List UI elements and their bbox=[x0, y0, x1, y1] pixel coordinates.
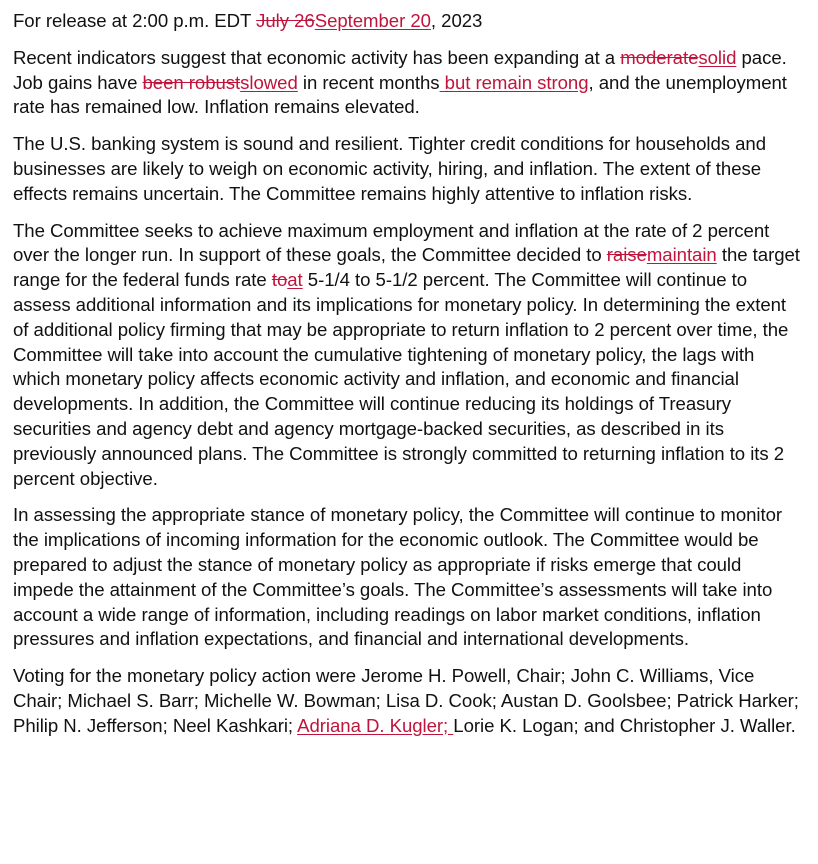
paragraph-economic-activity bbox=[13, 46, 805, 120]
inserted-text: slowed bbox=[240, 71, 298, 93]
inserted-date: September 20 bbox=[314, 10, 431, 31]
inserted-text: at bbox=[287, 269, 303, 291]
inserted-text: Adriana D. Kugler; bbox=[297, 714, 454, 736]
release-suffix: , 2023 bbox=[430, 10, 483, 31]
paragraph-banking-system: The U.S. banking system is sound and resilient. Tighter credit conditions for households and businesses are likely to weigh on economic activity, hiring, and inflation. The extent of these effects remains uncertain. The Committee remains highly attentive to inflation risks. bbox=[13, 133, 766, 204]
inserted-text: solid bbox=[698, 46, 737, 68]
text-run: The Committee seeks to achieve maximum employment and inflation at the rate of 2 percent over the longer run. In support of these goals, the Committee decided to bbox=[13, 219, 770, 266]
text-run: Lorie K. Logan; and Christopher J. Waller. bbox=[453, 714, 796, 736]
text-run: in recent months bbox=[297, 71, 440, 93]
text-run: Job gains have bbox=[13, 71, 143, 93]
inserted-text: but remain strong bbox=[439, 71, 589, 93]
deleted-text: been robust bbox=[142, 71, 241, 93]
text-run: the target range for the federal funds rate bbox=[13, 244, 800, 291]
text-run: 5-1/4 to 5-1/2 percent. The Committee will continue to assess additional information and its implications for monetary policy. In determining the extent of additional policy firming that may be appropriate to return inflation to 2 percent over time, the Committee will take into account the cumulative tightening of monetary policy, the lags with which monetary policy affects economic activity and inflation, and economic and financial developments. In addition, the Committee will continue reducing its holdings of Treasury securities and agency debt and agency mortgage-backed securities, as described in its previously announced plans. The Committee is strongly committed to returning inflation to its 2 percent objective. bbox=[13, 269, 789, 489]
paragraph-policy-decision bbox=[13, 219, 805, 492]
release-line bbox=[13, 9, 805, 34]
text-run: , and the unemployment rate has remained low. Inflation remains elevated. bbox=[13, 71, 787, 118]
deleted-text: raise bbox=[606, 244, 647, 266]
deleted-text: moderate bbox=[620, 46, 699, 68]
deleted-text: to bbox=[271, 269, 288, 291]
paragraph-voting bbox=[13, 664, 805, 738]
inserted-text: maintain bbox=[646, 244, 717, 266]
paragraph-policy-stance: In assessing the appropriate stance of monetary policy, the Committee will continue to monitor the implications of incoming information for the economic outlook. The Committee would be prepared to adjust the stance of monetary policy as appropriate if risks emerge that could impede the attainment of the Committee’s goals. The Committee’s assessments will take into account a wide range of information, including readings on labor market conditions, inflation pressures and inflation expectations, and financial and international developments. bbox=[13, 504, 783, 650]
deleted-date: July 26 bbox=[256, 10, 315, 31]
release-prefix: For release at 2:00 p.m. EDT bbox=[13, 10, 257, 31]
text-run: pace. bbox=[736, 46, 787, 68]
text-run: Voting for the monetary policy action were Jerome H. Powell, Chair; John C. Williams, Vice Chair; Michael S. Barr; Michelle W. Bowman; Lisa D. Cook; Austan D. Goolsbee; Patrick Harker; Philip N. Jefferson; Neel Kashkari; bbox=[13, 665, 799, 736]
text-run: Recent indicators suggest that economic activity has been expanding at a bbox=[13, 46, 621, 68]
